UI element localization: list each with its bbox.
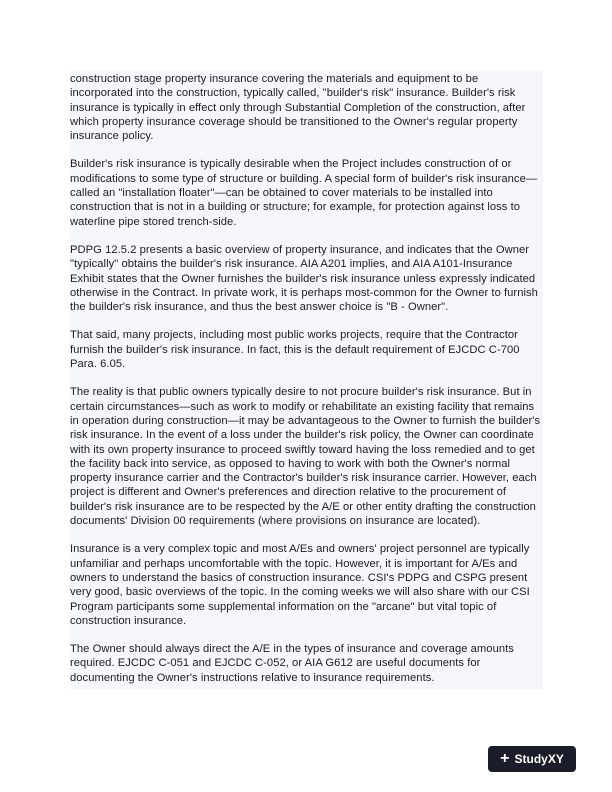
paragraph-5: The reality is that public owners typically desire to not procure builder's risk insurance. But in certain circumstances—such as work to modify or rehabilitate an existing facility that remains in operation during construction—it may be advantageous to the Owner to furnish the builder's risk insurance. In the event of a loss under the builder's risk policy, the Owner can coordinate with its own property insurance to proceed swiftly toward having the loss remedied and to get the facility back into service, as opposed to having to work with both the Owner's normal property insurance carrier and the Contractor's builder's risk insurance carrier. However, each project is different and Owner's preferences and direction relative to the procurement of builder's risk insurance are to be respected by the A/E or other entity drafting the construction documents' Division 00 requirements (where provisions on insurance are located).: [70, 386, 541, 528]
document-body: [70, 70, 543, 689]
paragraph-4: That said, many projects, including most public works projects, require that the Contractor furnish the builder's risk insurance. In fact, this is the default requirement of EJCDC C-700 Para. 6.05.: [70, 329, 520, 371]
brand-label: StudyXY: [514, 752, 564, 766]
paragraph-6: Insurance is a very complex topic and most A/Es and owners' project personnel are typically unfamiliar and perhaps uncomfortable with the topic. However, it is important for A/Es and owners to understand the basics of construction insurance. CSI's PDPG and CSPG present very good, basic overviews of the topic. In the coming weeks we will also share with our CSI Program participants some supplemental information on the "arcane" but vital topic of construction insurance.: [70, 543, 530, 627]
paragraph-3: PDPG 12.5.2 presents a basic overview of property insurance, and indicates that the Owner "typically" obtains the builder's risk insurance. AIA A201 implies, and AIA A101-Insurance Exhibit states that the Owner furnishes the builder's risk insurance unless expressly indicated otherwise in the Contract. In private work, it is perhaps most-common for the Owner to furnish the builder's risk insurance, and thus the best answer choice is "B - Owner".: [70, 243, 538, 314]
studyxy-badge[interactable]: [488, 746, 576, 772]
paragraph-1: construction stage property insurance covering the materials and equipment to be incorporated into the construction, typically called, "builder's risk" insurance. Builder's risk insurance is typically in effect only through Substantial Completion of the construction, after which property insurance coverage should be transitioned to the Owner's regular property insurance policy.: [70, 73, 526, 143]
paragraph-2: Builder's risk insurance is typically desirable when the Project includes construction of or modifications to some type of structure or building. A special form of builder's risk insurance—called an "installation floater"—can be obtained to cover materials to be installed into construction that is not in a building or structure; for example, for protection against loss to waterline pipe stored trench-side.: [70, 158, 538, 228]
plus-icon: +: [500, 750, 510, 767]
paragraph-7: The Owner should always direct the A/E in the types of insurance and coverage amounts required. EJCDC C-051 and EJCDC C-052, or AIA G612 are useful documents for documenting the Owner's instructions relative to insurance requirements.: [70, 643, 514, 684]
